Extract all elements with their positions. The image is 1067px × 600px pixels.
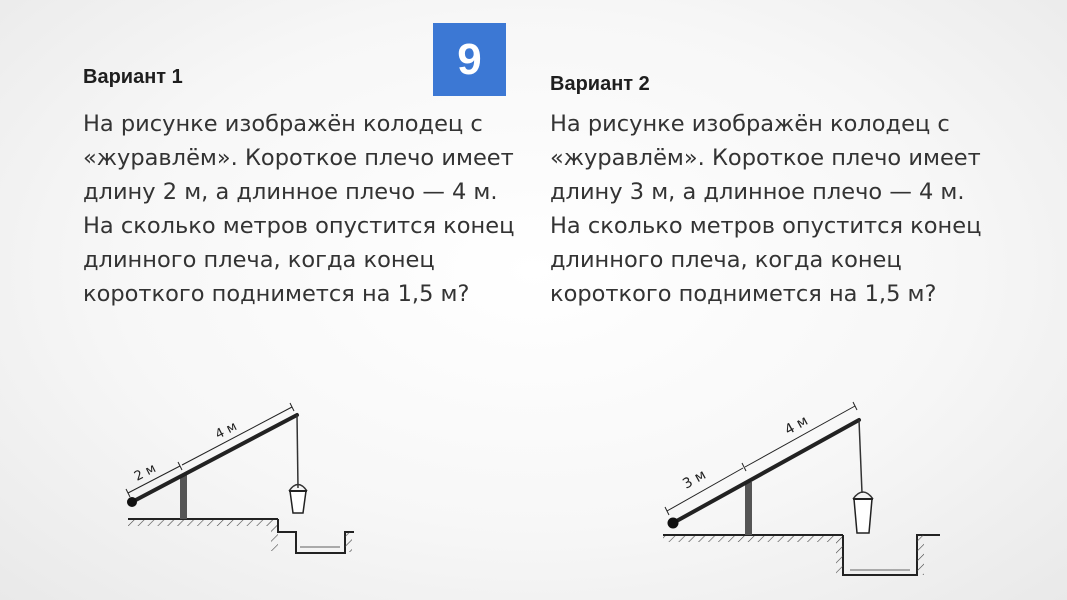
- variant-2-task-text: На рисунке изображён колодец с «журавлём». Короткое плечо имеет длину 3 м, а длинное плечо — 4 м. На сколько метров опустится конец длинного плеча, когда конец короткого поднимется на 1,5 м?: [550, 111, 982, 307]
- variant-1-task-text: На рисунке изображён колодец с «журавлём». Короткое плечо имеет длину 2 м, а длинное плечо — 4 м. На сколько метров опустится конец длинного плеча, когда конец короткого поднимется на 1,5 м?: [83, 111, 515, 307]
- counterweight: [668, 518, 679, 529]
- short-arm-label: 2 м: [132, 461, 159, 485]
- ground: [663, 535, 940, 575]
- variant-1-title: Вариант 1: [83, 66, 183, 88]
- dimension-lines: [665, 402, 857, 515]
- well-sweep-figure-2: [655, 397, 955, 582]
- support-post: [745, 482, 752, 535]
- counterweight: [127, 497, 137, 507]
- dimension-lines: [126, 403, 294, 497]
- task-number-badge: 9: [433, 23, 506, 96]
- long-arm-label: 4 м: [213, 419, 240, 443]
- bucket: [853, 492, 873, 533]
- rope: [859, 420, 862, 493]
- variant-2-title: Вариант 2: [550, 73, 650, 95]
- long-arm-label: 4 м: [782, 412, 811, 439]
- rope: [297, 415, 298, 488]
- support-post: [180, 475, 187, 519]
- bucket: [289, 485, 307, 514]
- ground: [128, 519, 354, 553]
- short-arm-label: 3 м: [680, 466, 709, 493]
- well-sweep-figure-1: [120, 395, 370, 565]
